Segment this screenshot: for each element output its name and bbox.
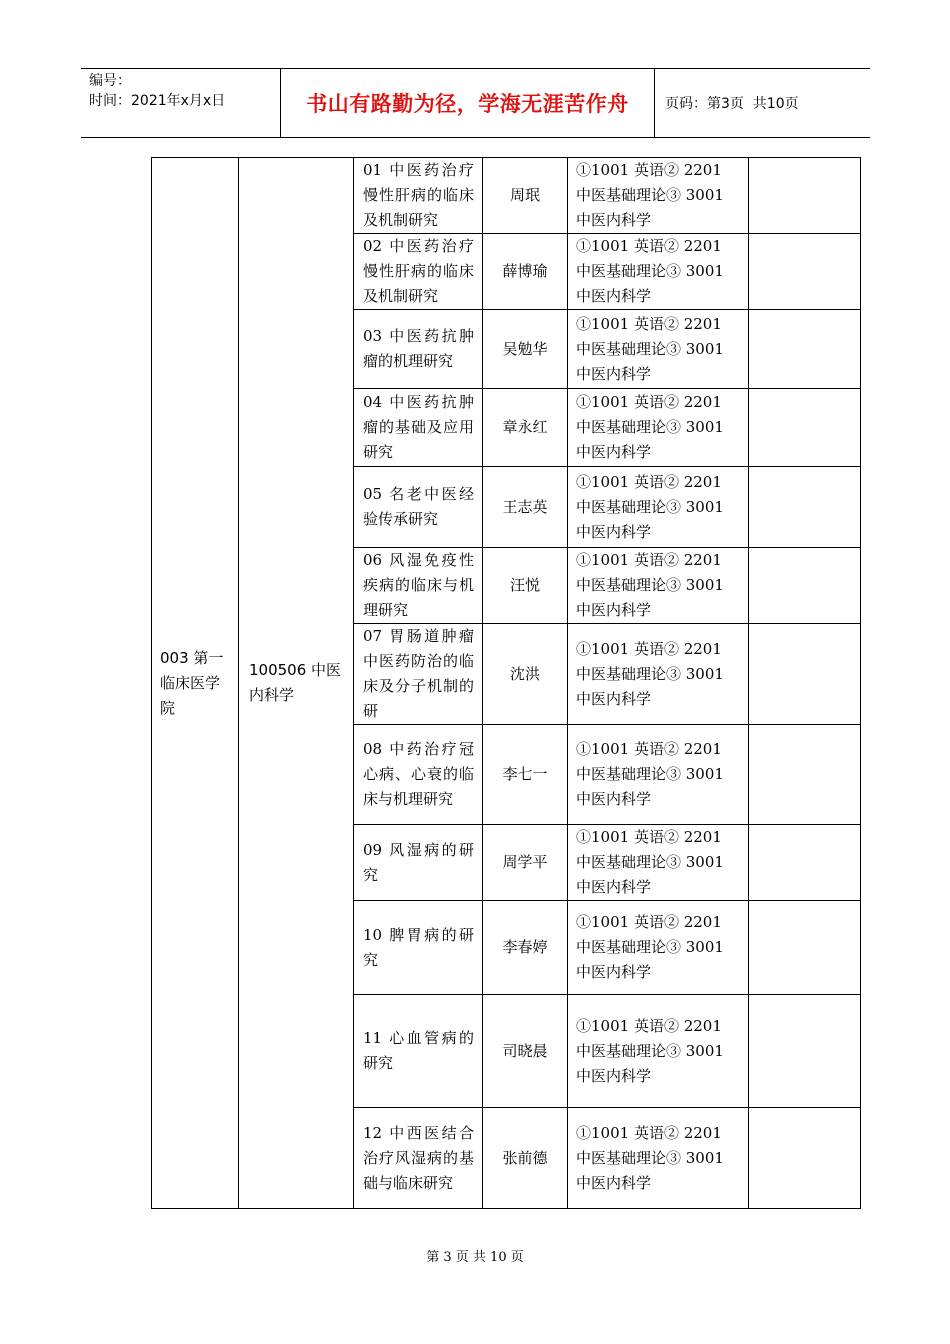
header-page-info-cell	[655, 69, 870, 137]
tutor-cell: 张前德	[483, 1108, 568, 1209]
note-cell	[749, 995, 861, 1108]
tutor-cell: 章永红	[483, 389, 568, 467]
tutor-cell: 汪悦	[483, 548, 568, 624]
direction-cell: 09 风湿病的研究	[354, 825, 483, 901]
time-label: 时间：2021年x月x日	[89, 93, 226, 109]
direction-cell: 06 风湿免疫性疾病的临床与机理研究	[354, 548, 483, 624]
department-cell: 003 第一临床医学院	[152, 158, 239, 1209]
exam-cell: ①1001 英语② 2201 中医基础理论③ 3001 中医内科学	[568, 548, 749, 624]
exam-cell: ①1001 英语② 2201 中医基础理论③ 3001 中医内科学	[568, 234, 749, 310]
tutor-cell: 吴勉华	[483, 310, 568, 389]
exam-cell: ①1001 英语② 2201 中医基础理论③ 3001 中医内科学	[568, 901, 749, 995]
exam-cell: ①1001 英语② 2201 中医基础理论③ 3001 中医内科学	[568, 389, 749, 467]
motto-text: 书山有路勤为径，学海无涯苦作舟	[306, 92, 629, 116]
exam-cell: ①1001 英语② 2201 中医基础理论③ 3001 中医内科学	[568, 310, 749, 389]
direction-cell: 07 胃肠道肿瘤中医药防治的临床及分子机制的研	[354, 624, 483, 725]
header-meta	[81, 69, 281, 137]
direction-cell: 12 中西医结合治疗风湿病的基础与临床研究	[354, 1108, 483, 1209]
exam-cell: ①1001 英语② 2201 中医基础理论③ 3001 中医内科学	[568, 725, 749, 825]
number-label: 编号：	[89, 73, 131, 89]
note-cell	[749, 901, 861, 995]
page-footer	[0, 1246, 950, 1265]
table-row	[152, 158, 861, 234]
exam-cell: ①1001 英语② 2201 中医基础理论③ 3001 中医内科学	[568, 1108, 749, 1209]
exam-cell: ①1001 英语② 2201 中医基础理论③ 3001 中医内科学	[568, 158, 749, 234]
direction-cell: 03 中医药抗肿瘤的机理研究	[354, 310, 483, 389]
tutor-cell: 沈洪	[483, 624, 568, 725]
note-cell	[749, 389, 861, 467]
note-cell	[749, 310, 861, 389]
page-header	[81, 68, 870, 138]
note-cell	[749, 624, 861, 725]
note-cell	[749, 548, 861, 624]
direction-cell: 02 中医药治疗慢性肝病的临床及机制研究	[354, 234, 483, 310]
note-cell	[749, 825, 861, 901]
direction-cell: 05 名老中医经验传承研究	[354, 467, 483, 548]
note-cell	[749, 725, 861, 825]
exam-cell: ①1001 英语② 2201 中医基础理论③ 3001 中医内科学	[568, 825, 749, 901]
direction-cell: 04 中医药抗肿瘤的基础及应用研究	[354, 389, 483, 467]
exam-cell: ①1001 英语② 2201 中医基础理论③ 3001 中医内科学	[568, 467, 749, 548]
tutor-cell: 周珉	[483, 158, 568, 234]
tutor-cell: 李七一	[483, 725, 568, 825]
direction-cell: 01 中医药治疗慢性肝病的临床及机制研究	[354, 158, 483, 234]
major-cell: 100506 中医内科学	[239, 158, 354, 1209]
footer-page-number: 第 3 页 共 10 页	[426, 1250, 524, 1265]
direction-cell: 08 中药治疗冠心病、心衰的临床与机理研究	[354, 725, 483, 825]
program-table	[151, 157, 861, 1209]
note-cell	[749, 234, 861, 310]
tutor-cell: 李春婷	[483, 901, 568, 995]
tutor-cell: 周学平	[483, 825, 568, 901]
exam-cell: ①1001 英语② 2201 中医基础理论③ 3001 中医内科学	[568, 624, 749, 725]
exam-cell: ①1001 英语② 2201 中医基础理论③ 3001 中医内科学	[568, 995, 749, 1108]
note-cell	[749, 158, 861, 234]
tutor-cell: 薛博瑜	[483, 234, 568, 310]
header-motto-cell	[281, 69, 655, 137]
page-info: 页码：第3页 共10页	[665, 96, 799, 112]
direction-cell: 11 心血管病的研究	[354, 995, 483, 1108]
note-cell	[749, 467, 861, 548]
tutor-cell: 王志英	[483, 467, 568, 548]
tutor-cell: 司晓晨	[483, 995, 568, 1108]
direction-cell: 10 脾胃病的研究	[354, 901, 483, 995]
note-cell	[749, 1108, 861, 1209]
